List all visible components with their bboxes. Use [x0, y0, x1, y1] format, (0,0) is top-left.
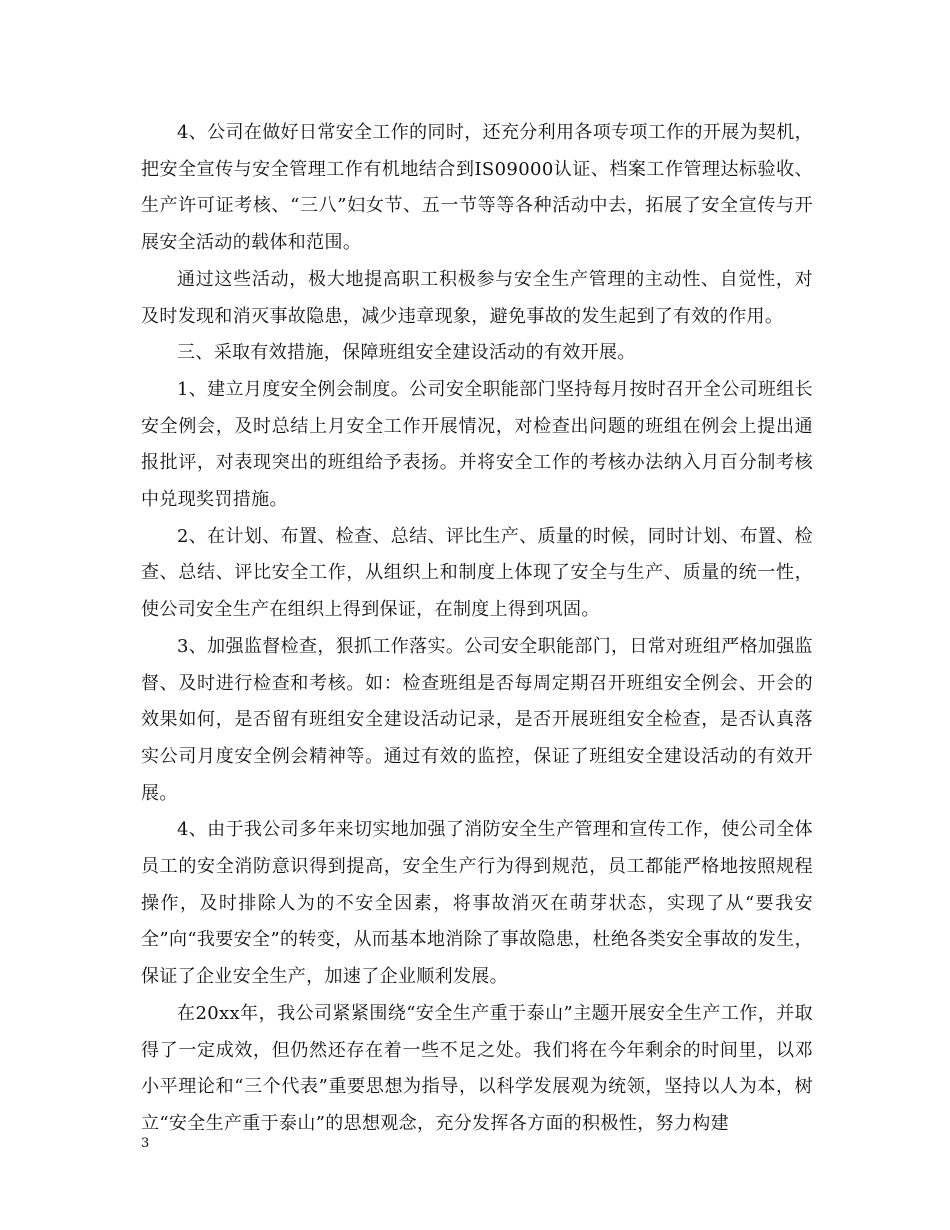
paragraph-8: 在20xx年，我公司紧紧围绕“安全生产重于泰山”主题开展安全生产工作，并取得了一定成效，但仍然还存在着一些不足之处。我们将在今年剩余的时间里，以邓小平理论和“三个代表”重要思想为指导，以科学发展观为统领，坚持以人为本，树立“安全生产重于泰山”的思想观念，充分发挥各方面的积极性，努力构建 — [141, 1002, 813, 1134]
paragraph-6: 3、加强监督检查，狠抓工作落实。公司安全职能部门，日常对班组严格加强监督、及时进行检查和考核。如：检查班组是否每周定期召开班组安全例会、开会的效果如何，是否留有班组安全建设活动记录，是否开展班组安全检查，是否认真落实公司月度安全例会精神等。通过有效的监控，保证了班组安全建设活动的有效开展。 — [141, 635, 813, 804]
paragraph-5: 2、在计划、布置、检查、总结、评比生产、质量的时候，同时计划、布置、检查、总结、评比安全工作，从组织上和制度上体现了安全与生产、质量的统一性，使公司安全生产在组织上得到保证，在制度上得到巩固。 — [141, 525, 813, 621]
paragraph-4: 1、建立月度安全例会制度。公司安全职能部门坚持每月按时召开全公司班组长安全例会，及时总结上月安全工作开展情况，对检查出问题的班组在例会上提出通报批评，对表现突出的班组给予表扬。并将安全工作的考核办法纳入月百分制考核中兑现奖罚措施。 — [141, 378, 813, 511]
paragraph-7: 4、由于我公司多年来切实地加强了消防安全生产管理和宣传工作，使公司全体员工的安全消防意识得到提高，安全生产行为得到规范，员工都能严格地按照规程操作，及时排除人为的不安全因素，将事故消灭在萌芽状态，实现了从“要我安全”向“我要安全”的转变，从而基本地消除了事故隐患，杜绝各类安全事故的发生，保证了企业安全生产，加速了企业顺利发展。 — [141, 819, 813, 988]
paragraph-3: 三、采取有效措施，保障班组安全建设活动的有效开展。 — [177, 342, 636, 364]
paragraph-2: 通过这些活动，极大地提高职工积极参与安全生产管理的主动性、自觉性，对及时发现和消灭事故隐患，减少违章现象，避免事故的发生起到了有效的作用。 — [141, 268, 813, 327]
page-number: 3 — [141, 1136, 150, 1151]
document-body — [141, 115, 813, 1143]
paragraph-1: 4、公司在做好日常安全工作的同时，还充分利用各项专项工作的开展为契机，把安全宣传与安全管理工作有机地结合到IS09000认证、档案工作管理达标验收、生产许可证考核、“三八”妇女节、五一节等等各种活动中去，拓展了安全宣传与开展安全活动的载体和范围。 — [141, 122, 813, 254]
